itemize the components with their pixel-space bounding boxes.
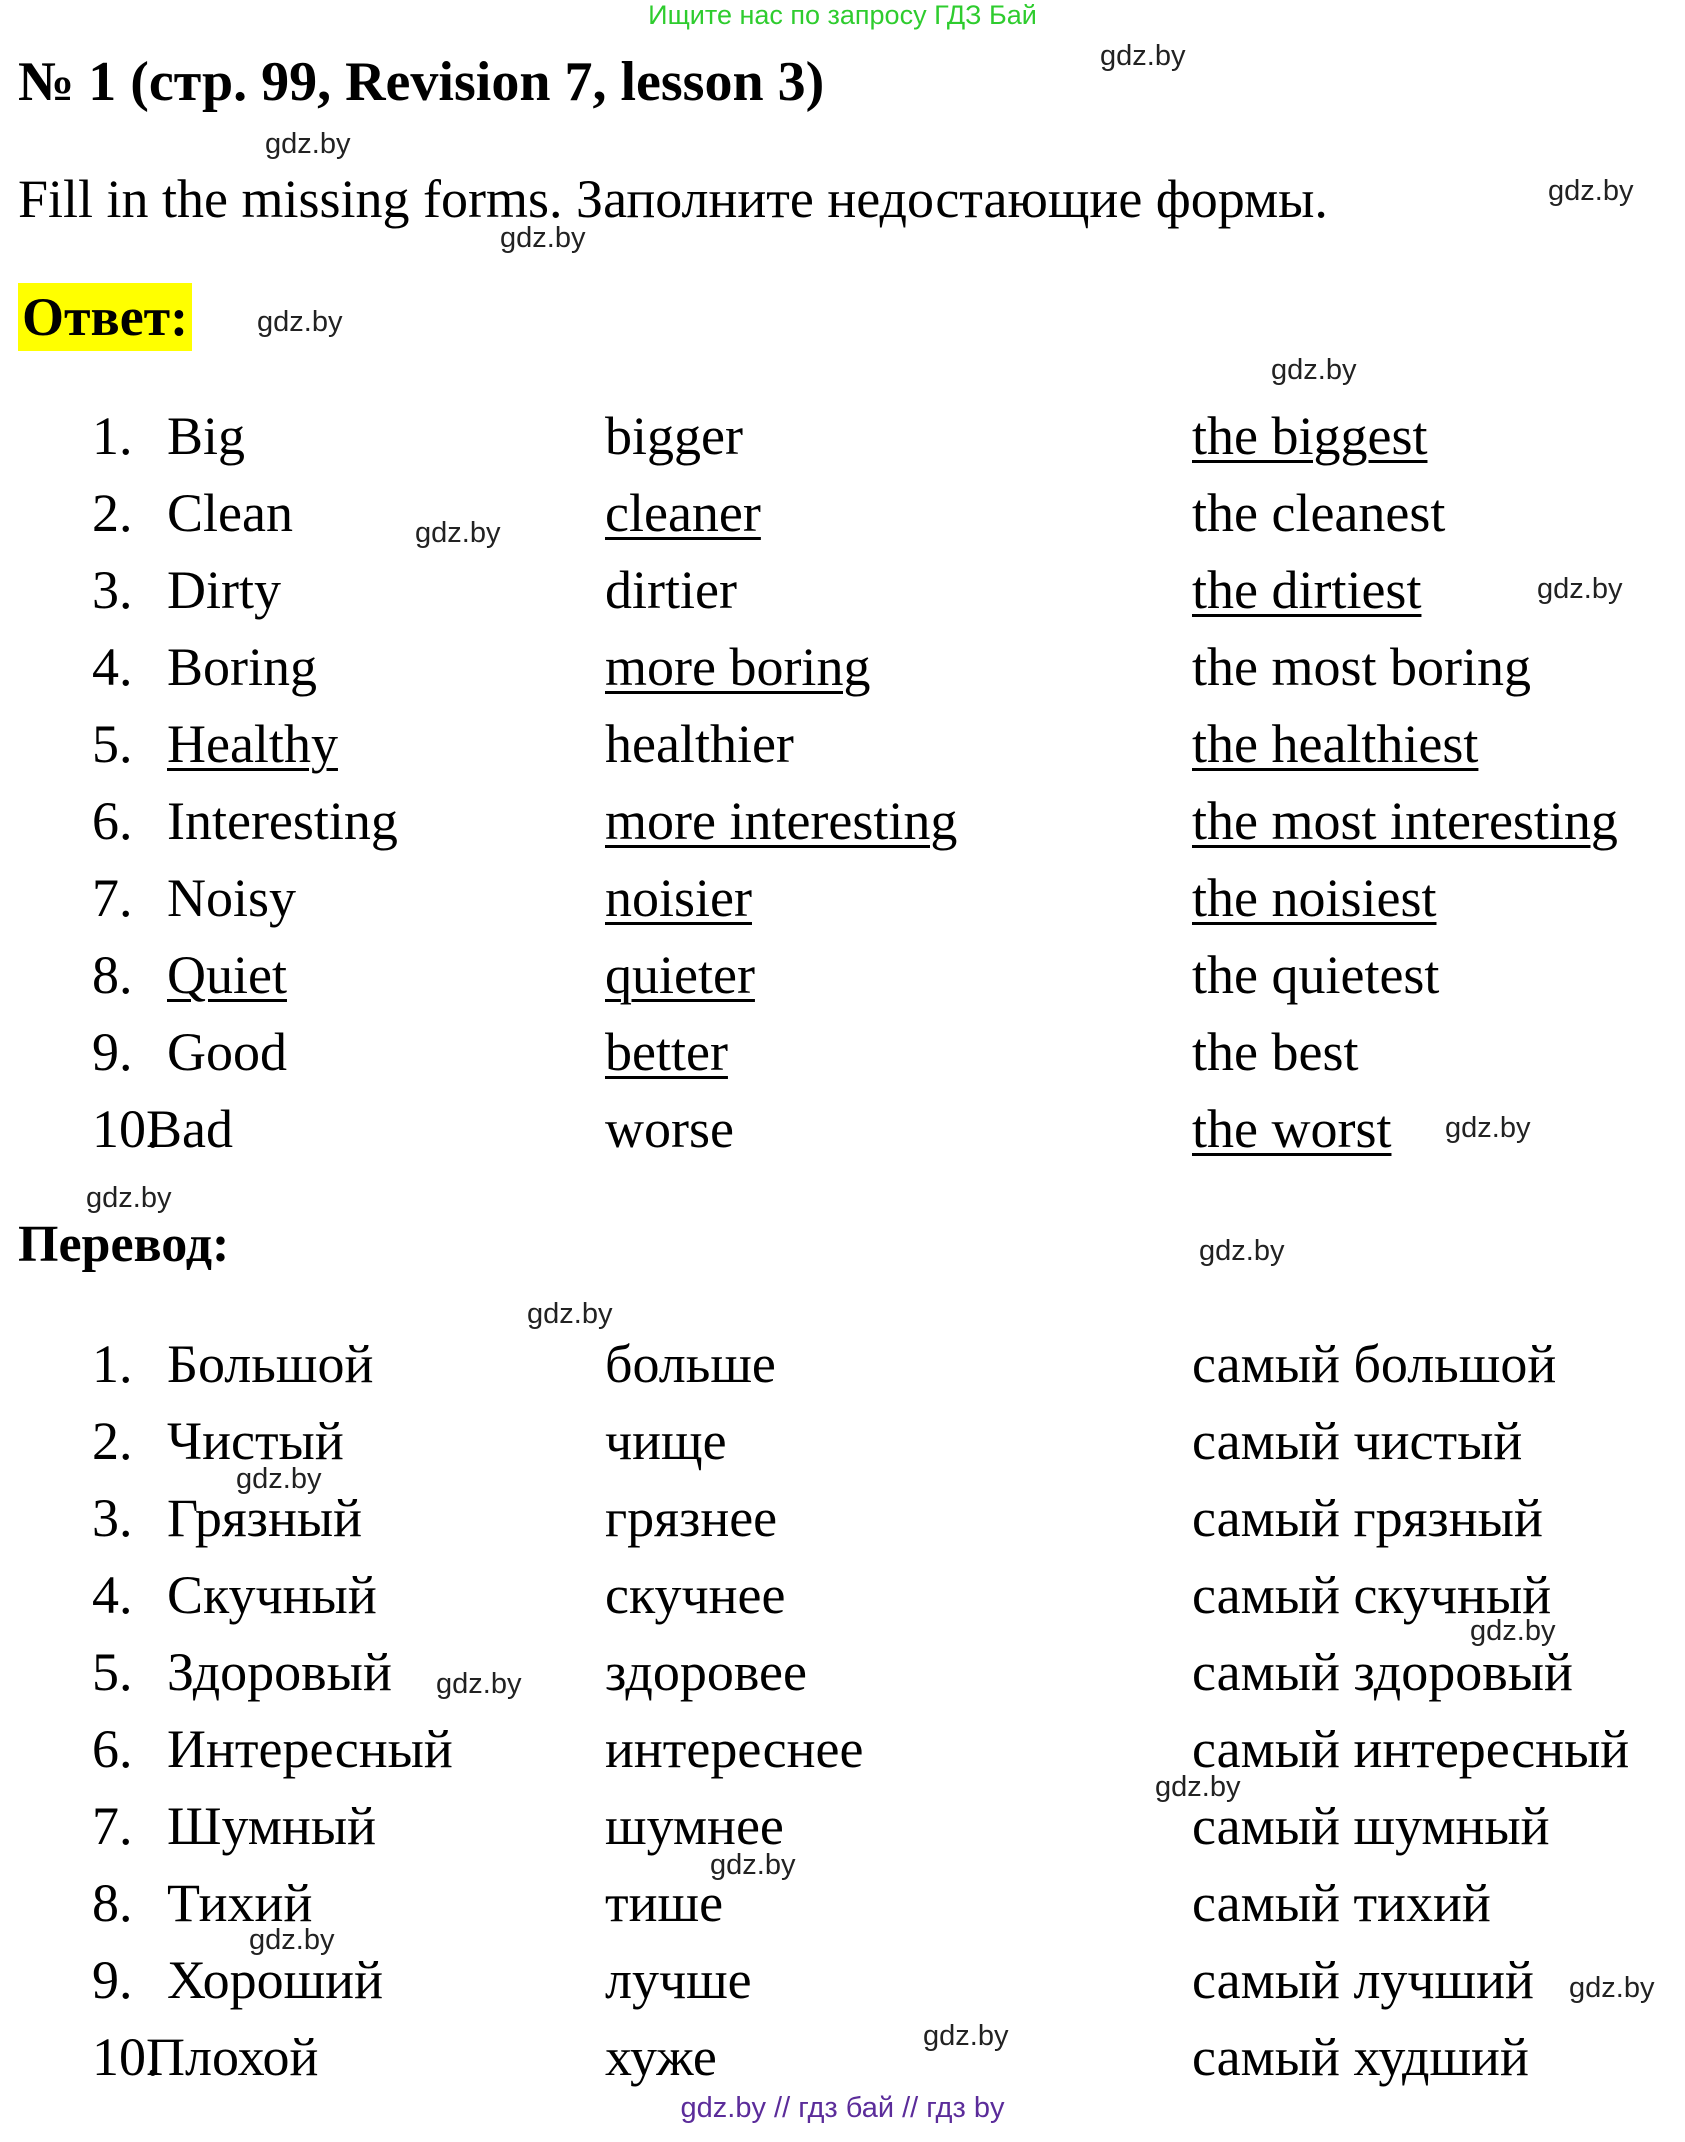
superlative-form: the quietest — [1192, 945, 1440, 1005]
base-form: Clean — [167, 483, 293, 543]
base-form: Интересный — [167, 1719, 453, 1779]
superlative-form: самый грязный — [1192, 1488, 1543, 1548]
row-number: 9. — [92, 1022, 133, 1082]
watermark: gdz.by — [1155, 1771, 1241, 1803]
superlative-form: the best — [1192, 1022, 1359, 1082]
row-number: 6. — [92, 791, 133, 851]
superlative-form: the worst — [1192, 1099, 1392, 1159]
watermark: gdz.by — [436, 1668, 522, 1700]
base-form: Хороший — [167, 1950, 383, 2010]
comparative-form: шумнее — [605, 1796, 784, 1856]
base-form: Big — [167, 406, 246, 466]
superlative-form: самый чистый — [1192, 1411, 1523, 1471]
watermark: gdz.by — [86, 1182, 172, 1214]
answer-row — [0, 713, 1685, 783]
watermark: gdz.by — [710, 1849, 796, 1881]
watermark: gdz.by — [1271, 354, 1357, 386]
base-form: Quiet — [167, 945, 287, 1005]
base-form: Грязный — [167, 1488, 363, 1548]
answer-row — [0, 944, 1685, 1014]
comparative-form: dirtier — [605, 560, 737, 620]
base-form: Большой — [167, 1334, 374, 1394]
row-number: 3. — [92, 1488, 133, 1548]
row-number: 5. — [92, 714, 133, 774]
comparative-form: грязнее — [605, 1488, 778, 1548]
base-form: Interesting — [167, 791, 398, 851]
superlative-form: самый тихий — [1192, 1873, 1491, 1933]
row-number: 7. — [92, 868, 133, 928]
comparative-form: больше — [605, 1334, 776, 1394]
answer-row — [0, 1021, 1685, 1091]
base-form: Noisy — [167, 868, 297, 928]
superlative-form: самый здоровый — [1192, 1642, 1573, 1702]
watermark: gdz.by — [249, 1924, 335, 1956]
translation-row — [0, 1949, 1685, 2019]
superlative-form: the most boring — [1192, 637, 1531, 697]
superlative-form: самый лучший — [1192, 1950, 1534, 2010]
superlative-form: самый большой — [1192, 1334, 1557, 1394]
translation-row — [0, 1487, 1685, 1557]
answer-row — [0, 867, 1685, 937]
base-form: Скучный — [167, 1565, 377, 1625]
comparative-form: quieter — [605, 945, 755, 1005]
answer-row — [0, 482, 1685, 552]
comparative-form: тише — [605, 1873, 724, 1933]
comparative-form: здоровее — [605, 1642, 807, 1702]
superlative-form: самый интересный — [1192, 1719, 1630, 1779]
top-banner: Ищите нас по запросу ГДЗ Бай — [648, 0, 1037, 30]
superlative-form: самый худший — [1192, 2027, 1529, 2087]
answer-row — [0, 559, 1685, 629]
translation-label: Перевод: — [18, 1216, 230, 1273]
superlative-form: the dirtiest — [1192, 560, 1422, 620]
footer-links: gdz.by // гдз бай // гдз by — [680, 2092, 1005, 2124]
watermark: gdz.by — [265, 128, 351, 160]
watermark: gdz.by — [1199, 1235, 1285, 1267]
answer-row — [0, 405, 1685, 475]
base-form: Плохой — [146, 2027, 319, 2087]
comparative-form: noisier — [605, 868, 752, 928]
base-form: Dirty — [167, 560, 281, 620]
base-form: Чистый — [167, 1411, 344, 1471]
base-form: Тихий — [167, 1873, 313, 1933]
comparative-form: хуже — [605, 2027, 717, 2087]
comparative-form: more boring — [605, 637, 871, 697]
watermark: gdz.by — [1445, 1112, 1531, 1144]
watermark: gdz.by — [527, 1298, 613, 1330]
comparative-form: чище — [605, 1411, 727, 1471]
translation-row — [0, 1564, 1685, 1634]
row-number: 2. — [92, 1411, 133, 1471]
base-form: Healthy — [167, 714, 338, 774]
row-number: 6. — [92, 1719, 133, 1779]
comparative-form: more interesting — [605, 791, 958, 851]
watermark: gdz.by — [1569, 1972, 1655, 2004]
translation-row — [0, 1718, 1685, 1788]
row-number: 7. — [92, 1796, 133, 1856]
watermark: gdz.by — [1548, 175, 1634, 207]
base-form: Good — [167, 1022, 287, 1082]
base-form: Boring — [167, 637, 318, 697]
watermark: gdz.by — [500, 222, 586, 254]
superlative-form: the biggest — [1192, 406, 1428, 466]
row-number: 1. — [92, 406, 133, 466]
base-form: Bad — [146, 1099, 233, 1159]
watermark: gdz.by — [1537, 573, 1623, 605]
translation-row — [0, 1333, 1685, 1403]
watermark: gdz.by — [415, 517, 501, 549]
base-form: Здоровый — [167, 1642, 392, 1702]
row-number: 5. — [92, 1642, 133, 1702]
watermark: gdz.by — [257, 306, 343, 338]
translation-row — [0, 1795, 1685, 1865]
comparative-form: лучше — [605, 1950, 752, 2010]
superlative-form: the healthiest — [1192, 714, 1479, 774]
base-form: Шумный — [167, 1796, 377, 1856]
row-number: 10. — [92, 2027, 160, 2087]
comparative-form: worse — [605, 1099, 734, 1159]
superlative-form: the most interesting — [1192, 791, 1618, 851]
row-number: 4. — [92, 1565, 133, 1625]
comparative-form: bigger — [605, 406, 743, 466]
answer-row — [0, 1098, 1685, 1168]
translation-row — [0, 1641, 1685, 1711]
comparative-form: интереснее — [605, 1719, 864, 1779]
row-number: 1. — [92, 1334, 133, 1394]
row-number: 10. — [92, 1099, 160, 1159]
row-number: 9. — [92, 1950, 133, 2010]
translation-row — [0, 2026, 1685, 2096]
superlative-form: the noisiest — [1192, 868, 1437, 928]
comparative-form: cleaner — [605, 483, 761, 543]
answer-row — [0, 636, 1685, 706]
answer-row — [0, 790, 1685, 860]
page-title: № 1 (стр. 99, Revision 7, lesson 3) — [18, 51, 825, 113]
task-instruction: Fill in the missing forms. Заполните недостающие формы. — [18, 169, 1328, 229]
superlative-form: the cleanest — [1192, 483, 1446, 543]
watermark: gdz.by — [1470, 1615, 1556, 1647]
comparative-form: better — [605, 1022, 728, 1082]
superlative-form: самый скучный — [1192, 1565, 1552, 1625]
comparative-form: healthier — [605, 714, 794, 774]
watermark: gdz.by — [923, 2020, 1009, 2052]
row-number: 2. — [92, 483, 133, 543]
row-number: 3. — [92, 560, 133, 620]
answer-label: Ответ: — [18, 283, 192, 351]
watermark: gdz.by — [1100, 40, 1186, 72]
watermark: gdz.by — [236, 1463, 322, 1495]
row-number: 4. — [92, 637, 133, 697]
row-number: 8. — [92, 1873, 133, 1933]
comparative-form: скучнее — [605, 1565, 786, 1625]
row-number: 8. — [92, 945, 133, 1005]
superlative-form: самый шумный — [1192, 1796, 1550, 1856]
